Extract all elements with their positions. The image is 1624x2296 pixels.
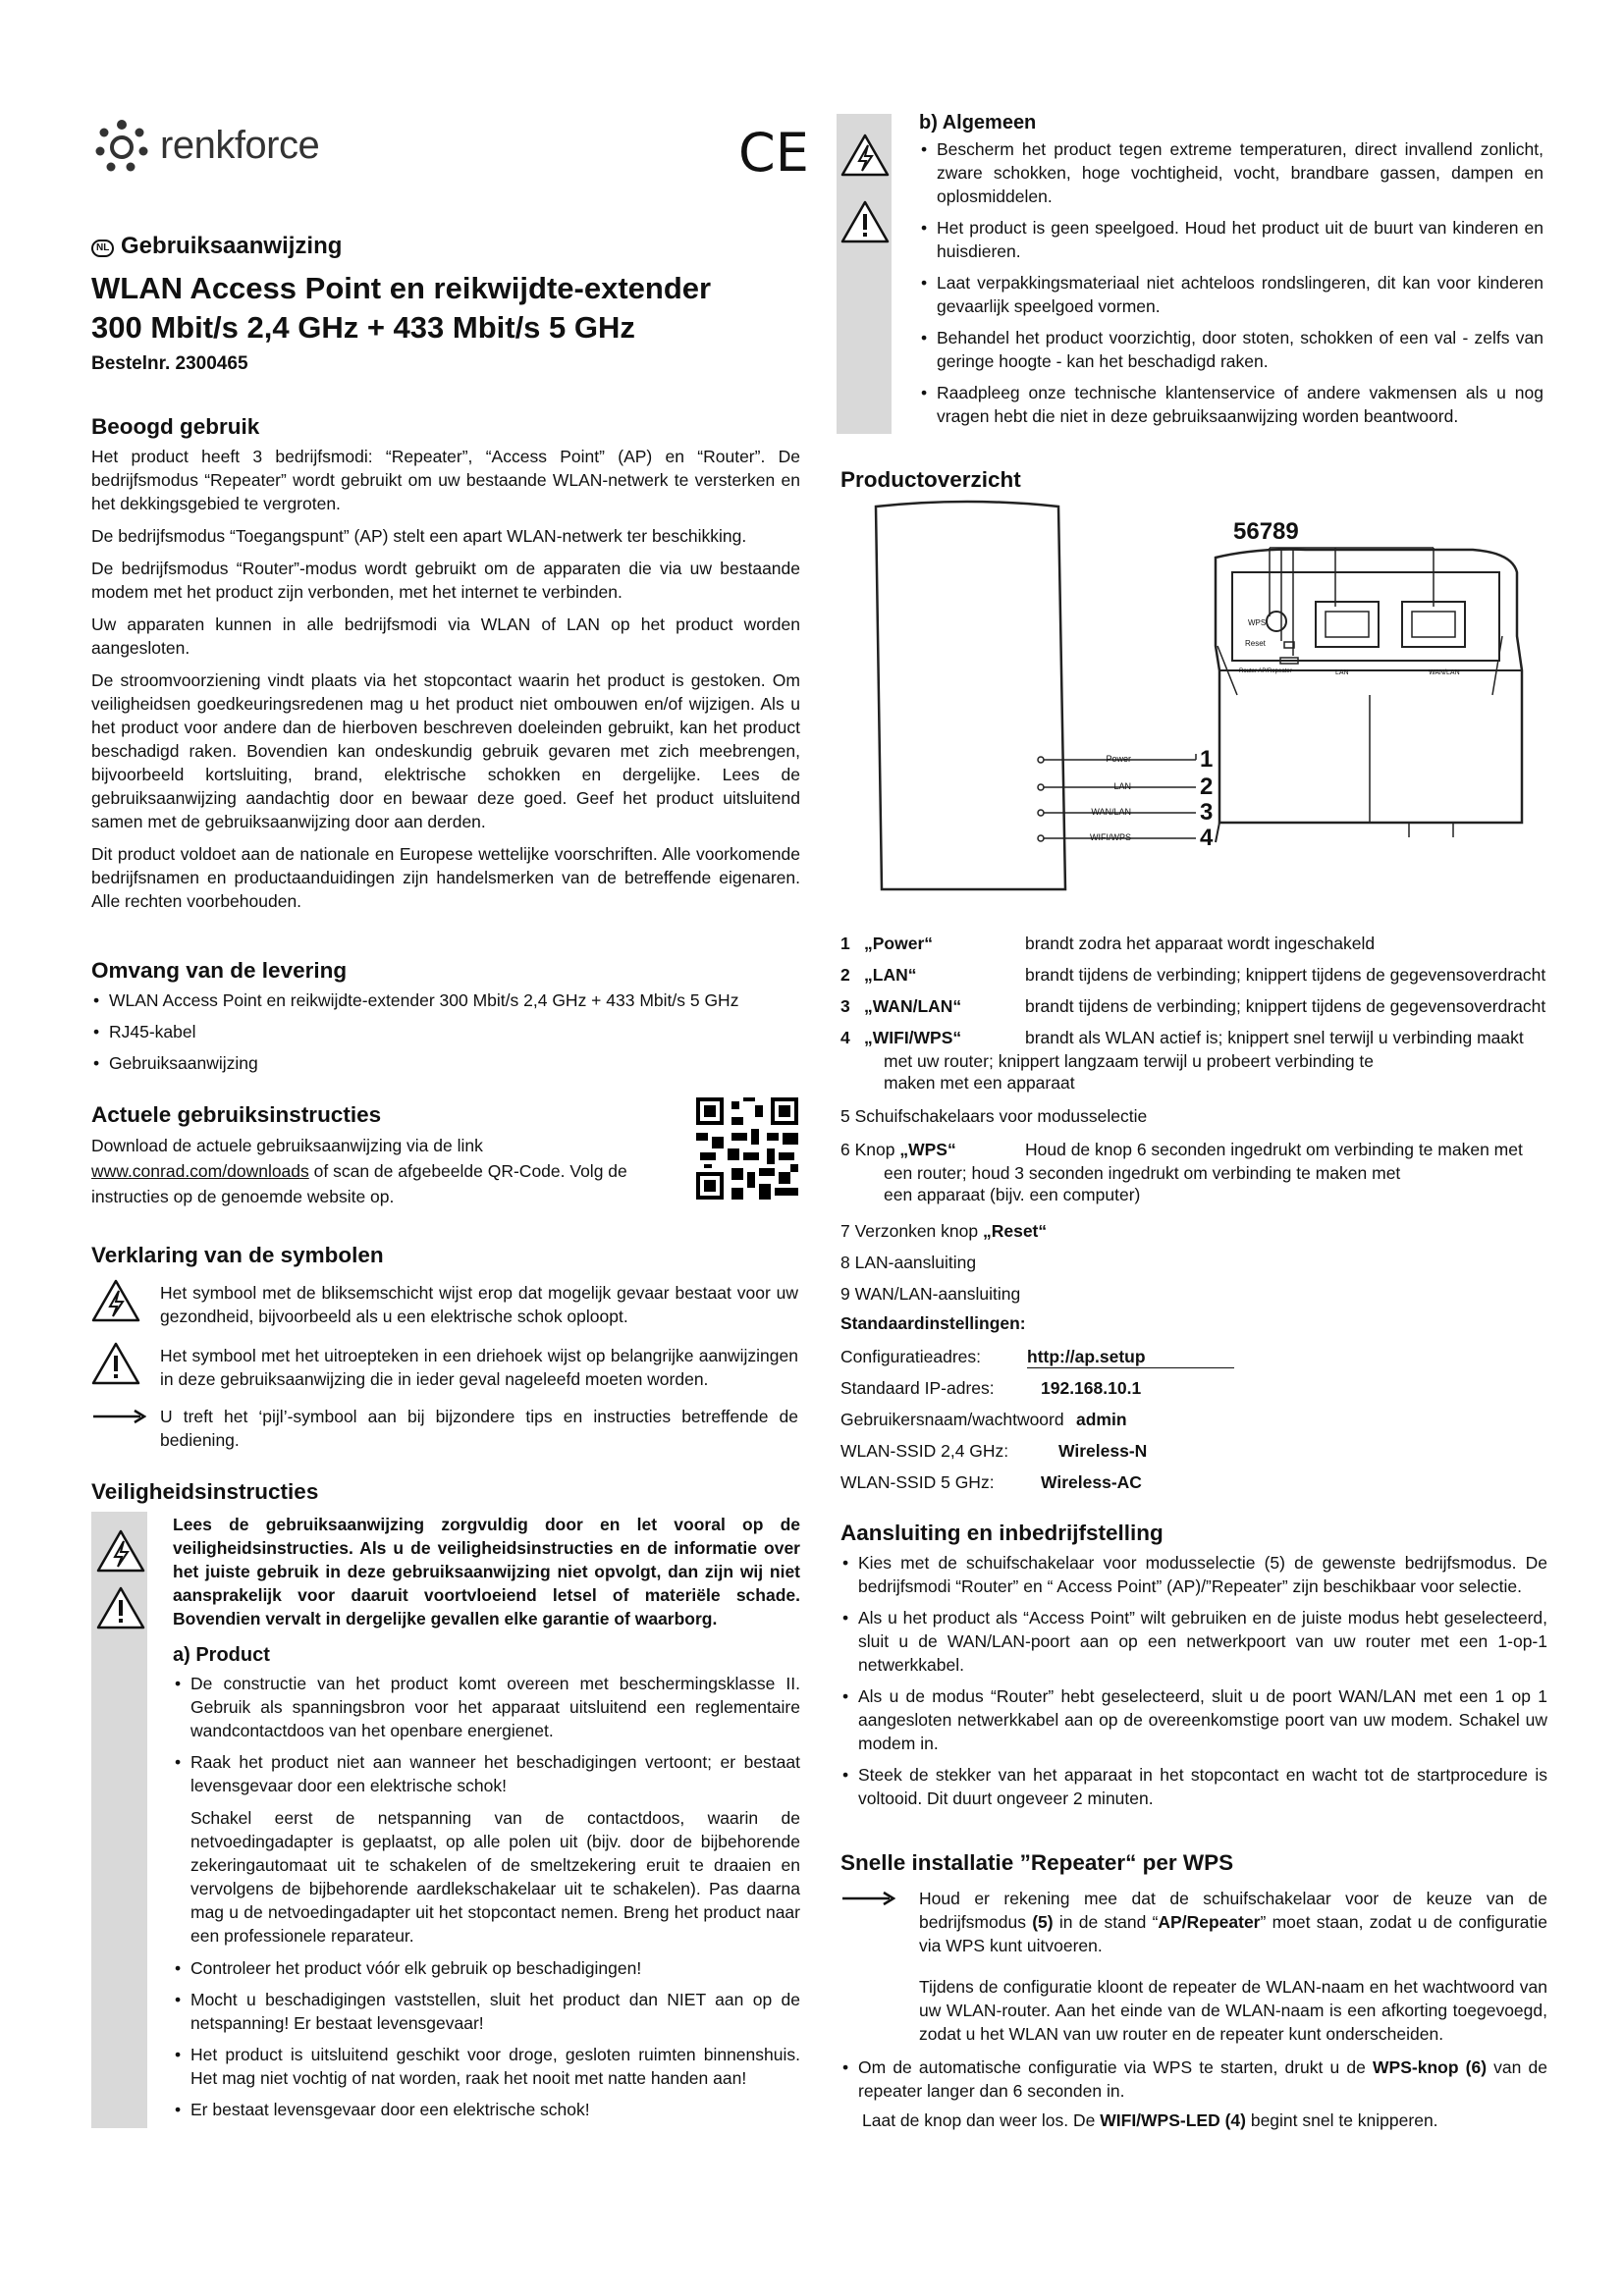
symbol-text: U treft het ‘pijl’-symbool aan bij bijzondere tips en instructies betreffende de bediening.	[160, 1407, 798, 1450]
label-reset: Reset	[1245, 639, 1266, 648]
label-wan-port: WAN/LAN	[1429, 669, 1460, 676]
doc-type: Gebruiksaanwijzing	[121, 233, 343, 259]
callout-number: 2	[1200, 774, 1214, 800]
led-label-wifiwps: WIFI/WPS	[1090, 832, 1131, 842]
brand-logo	[91, 116, 347, 175]
arrow-note: Houd er rekening mee dat de schuifschakelaar voor de keuze van de bedrijfsmodus (5) in de stand “AP/Repeater” moet staan, zodat u de configuratie via WPS kunt uitvoeren.	[919, 1889, 1548, 1955]
std-row: WLAN-SSID 2,4 GHz: Wireless-N	[840, 1441, 1148, 1461]
list-item: • Bescherm het product tegen extreme temperaturen, direct invallend zonlicht, zware schokken, hoge vochtigheid, vocht, brandbare gassen, dampen en oplosmiddelen.	[919, 137, 1543, 208]
list-item: • Als u het product als “Access Point” wilt gebruiken en de juiste modus hebt geselecteerd, sluit u de WAN/LAN-poort aan op een netwerkpoort van uw router met een 1-op-1 netwerkkabel.	[840, 1606, 1547, 1677]
callout-top-numbers: 56789	[1233, 518, 1299, 545]
heading-snelle-installatie: Snelle installatie ”Repeater“ per WPS	[840, 1850, 1234, 1875]
label-wps: WPS	[1248, 618, 1267, 627]
paragraph: Laat de knop dan weer los. De WIFI/WPS-LED (4) begint snel te knipperen.	[862, 2110, 1438, 2130]
subheading-algemeen: b) Algemeen	[919, 112, 1037, 133]
label-switch: Router AP/Repeater	[1239, 668, 1292, 674]
list-item: • Er bestaat levensgevaar door een elektrische schok!	[173, 2098, 800, 2121]
overview-item-cont: met uw router; knippert langzaam terwijl u probeert verbinding te maken met een apparaat	[884, 1051, 1374, 1093]
lightning-warning-icon	[96, 1529, 145, 1573]
heading-aansluiting: Aansluiting en inbedrijfstelling	[840, 1521, 1164, 1545]
list-item: • Kies met de schuifschakelaar voor modusselectie (5) de gewenste bedrijfsmodus. De bedrijfsmodi “Router” en “ Access Point” (AP)/”Repeater” zijn beschikbaar voor selectie.	[840, 1551, 1547, 1598]
list-item: • Het product is geen speelgoed. Houd het product uit de buurt van kinderen en huisdieren.	[919, 216, 1543, 263]
list-item: • Om de automatische configuratie via WPS te starten, drukt u de WPS-knop (6) van de repeater langer dan 6 seconden in.	[840, 2056, 1547, 2103]
led-label-lan: LAN	[1113, 781, 1131, 791]
callout-number: 1	[1200, 746, 1214, 773]
heading-actuele: Actuele gebruiksinstructies	[91, 1102, 382, 1127]
overview-item: 4 „WIFI/WPS“ brandt als WLAN actief is; knippert snel terwijl u verbinding maakt	[840, 1028, 1524, 1047]
paragraph: De bedrijfsmodus “Router”-modus wordt gebruikt om de apparaten die via uw bestaande modem met het product zijn verbonden, met het internet te verbinden.	[91, 559, 800, 602]
std-row: Standaard IP-adres: 192.168.10.1	[840, 1378, 1142, 1398]
safety-intro: Lees de gebruiksaanwijzing zorgvuldig door en let vooral op de veiligheidsinstructies. Als u de veiligheidsinstructies en de informatie over het juiste gebruik in deze gebruiksaanwijzing niet opvolgt, dan zijn wij niet aansprakelijk voor daaruit voortvloeiend letsel of materiële schade. Bovendien vervalt in dergelijke gevallen elke garantie of waarborg.	[173, 1515, 800, 1629]
list-item: • Raadpleeg onze technische klantenservice of andere vakmensen als u nog vragen hebt die niet in deze gebruiksaanwijzing worden beantwoord.	[919, 381, 1543, 428]
actuele-line2: www.conrad.com/downloads of scan de afgebeelde QR-Code. Volg de instructies op de genoemde website op.	[91, 1161, 627, 1206]
overview-item: 8 LAN-aansluiting	[840, 1253, 977, 1272]
callout-number: 4	[1200, 825, 1214, 851]
list-item: • Gebruiksaanwijzing	[91, 1051, 800, 1075]
overview-item: 7 Verzonken knop „Reset“	[840, 1221, 1048, 1241]
device-front	[876, 502, 1065, 889]
lang-tag: NL	[91, 240, 114, 257]
arrow-icon	[93, 1409, 146, 1424]
exclamation-warning-icon	[96, 1586, 145, 1629]
lightning-warning-icon	[840, 133, 890, 177]
config-address[interactable]: http://ap.setup	[1027, 1346, 1234, 1368]
product-figure	[864, 499, 1532, 891]
list-item: • Laat verpakkingsmateriaal niet achteloos rondslingeren, dit kan voor kinderen gevaarlijk speelgoed vormen.	[919, 271, 1543, 318]
label-lan-port: LAN	[1335, 669, 1349, 676]
overview-item-cont: een router; houd 3 seconden ingedrukt om verbinding te maken met een apparaat (bijv. een computer)	[884, 1163, 1401, 1204]
led-label-wanlan: WAN/LAN	[1091, 807, 1131, 817]
paragraph: Schakel eerst de netspanning van de contactdoos, waarin de netvoedingadapter is geplaatst, op alle polen uit (bijv. door de bijbehorende zekeringautomaat uit te schakelen of de smeltzekering eruit te draaien en vervolgens de bijbehorende aardlekschakelaar uit te schakelen). Pas daarna mag u de netvoedingadapter uit het stopcontact nemen. Breng het product naar een professionele reparateur.	[190, 1808, 800, 1946]
overview-item: 3 „WAN/LAN“ brandt tijdens de verbinding; knippert tijdens de gegevensoverdracht	[840, 996, 1546, 1016]
actuele-line1: Download de actuele gebruiksaanwijzing via de link	[91, 1136, 483, 1155]
std-heading: Standaardinstellingen:	[840, 1313, 1026, 1333]
ce-mark: CE	[738, 122, 809, 184]
list-item: • Raak het product niet aan wanneer het beschadigingen vertoont; er bestaat levensgevaar door een elektrische schok!	[173, 1750, 800, 1797]
std-row: WLAN-SSID 5 GHz: Wireless-AC	[840, 1472, 1142, 1492]
page-title-2: 300 Mbit/s 2,4 GHz + 433 Mbit/s 5 GHz	[91, 310, 635, 345]
list-item: • Steek de stekker van het apparaat in het stopcontact en wacht tot de startprocedure is voltooid. Dit duurt ongeveer 2 minuten.	[840, 1763, 1547, 1810]
overview-item: 5 Schuifschakelaars voor modusselectie	[840, 1106, 1148, 1126]
exclamation-warning-icon	[91, 1342, 140, 1385]
download-link[interactable]: www.conrad.com/downloads	[91, 1161, 309, 1181]
overview-item: 9 WAN/LAN-aansluiting	[840, 1284, 1021, 1304]
overview-item: 2 „LAN“ brandt tijdens de verbinding; knippert tijdens de gegevensoverdracht	[840, 965, 1546, 985]
symbol-text: Het symbool met de bliksemschicht wijst erop dat mogelijk gevaar bestaat voor uw gezondheid, bijvoorbeeld als u een elektrische schok oploopt.	[160, 1283, 798, 1326]
paragraph: De bedrijfsmodus “Toegangspunt” (AP) stelt een apart WLAN-netwerk ter beschikking.	[91, 526, 747, 546]
heading-symbolen: Verklaring van de symbolen	[91, 1243, 384, 1267]
exclamation-warning-icon	[840, 200, 890, 243]
list-item: • Behandel het product voorzichtig, door stoten, schokken of een val - zelfs van geringe hoogte - kan het beschadigd raken.	[919, 326, 1543, 373]
list-item: • De constructie van het product komt overeen met beschermingsklasse II. Gebruik als spanningsbron voor het apparaat uitsluitend een reglementaire wandcontactdoos van het openbare energienet.	[173, 1672, 800, 1742]
std-row: Configuratieadres: http://ap.setup	[840, 1346, 1547, 1367]
heading-veiligheid: Veiligheidsinstructies	[91, 1479, 319, 1504]
page-title-1: WLAN Access Point en reikwijdte-extender	[91, 271, 712, 305]
list-item: • WLAN Access Point en reikwijdte-extender 300 Mbit/s 2,4 GHz + 433 Mbit/s 5 GHz	[91, 988, 800, 1012]
std-row: Gebruikersnaam/wachtwoord admin	[840, 1410, 1127, 1429]
callout-number: 3	[1200, 799, 1214, 826]
overview-item: 1 „Power“ brandt zodra het apparaat wordt ingeschakeld	[840, 934, 1376, 953]
paragraph: Tijdens de configuratie kloont de repeater de WLAN-naam en het wachtwoord van uw WLAN-router. Aan het einde van de WLAN-naam is een afkorting toegevoegd, zodat u het WLAN van uw router en de repeater kunt onderscheiden.	[919, 1977, 1547, 2044]
list-item: • Mocht u beschadigingen vaststellen, sluit het product dan NIET aan op de netspanning! Er bestaat levensgevaar!	[173, 1988, 800, 2035]
led-label-power: Power	[1106, 754, 1131, 764]
paragraph: De stroomvoorziening vindt plaats via het stopcontact waarin het product is gestoken. Om veiligheidsen goedkeuringsredenen mag u het product niet ombouwen en/of wijzigen. Als u het product voor andere dan de hierboven beschreven doeleinden gebruikt, kan het product beschadigd raken. Bovendien kan ondeskundig gebruik gevaren met zich meebrengen, bijvoorbeeld kortsluiting, brand, elektrische schokken en dergelijke. Lees de gebruiksaanwijzing aandachtig door en bewaar deze goed. Geef het product uitsluitend samen met de gebruiksaanwijzing door aan derden.	[91, 670, 800, 831]
list-item: • Controleer het product vóór elk gebruik op beschadigingen!	[173, 1956, 800, 1980]
paragraph: Uw apparaten kunnen in alle bedrijfsmodi via WLAN of LAN op het product worden aangesloten.	[91, 614, 800, 658]
order-number: Bestelnr. 2300465	[91, 353, 248, 374]
list-item: • Het product is uitsluitend geschikt voor droge, gesloten ruimten binnenshuis. Het mag niet vochtig of nat worden, raak het nooit met natte handen aan!	[173, 2043, 800, 2090]
paragraph: Het product heeft 3 bedrijfsmodi: “Repeater”, “Access Point” (AP) en “Router”. De bedrijfsmodus “Repeater” wordt gebruikt om uw bestaande WLAN-netwerk te versterken en het dekkingsgebied te vergroten.	[91, 447, 800, 513]
heading-omvang: Omvang van de levering	[91, 958, 348, 983]
heading-productoverzicht: Productoverzicht	[840, 467, 1021, 492]
qr-code-icon[interactable]	[696, 1097, 798, 1200]
list-item: • Als u de modus “Router” hebt geselecteerd, sluit u de poort WAN/LAN met een 1 op 1 aangesloten netwerkkabel aan op de overeenkomstige poort van uw modem. Schakel uw modem in.	[840, 1684, 1547, 1755]
paragraph: Dit product voldoet aan de nationale en Europese wettelijke voorschriften. Alle voorkomende bedrijfsnamen en productaanduidingen zijn handelsmerken van de betreffende eigenaren. Alle rechten voorbehouden.	[91, 844, 800, 911]
doc-type-line	[91, 232, 800, 261]
heading-beoogd-gebruik: Beoogd gebruik	[91, 414, 260, 439]
arrow-icon	[842, 1891, 895, 1906]
subheading-product: a) Product	[173, 1644, 270, 1666]
list-item: • RJ45-kabel	[91, 1020, 800, 1043]
brand-name: renkforce	[160, 124, 320, 167]
overview-item: 6 Knop „WPS“ Houd de knop 6 seconden ingedrukt om verbinding te maken met	[840, 1140, 1523, 1159]
renkforce-logo-icon	[91, 116, 152, 177]
symbol-text: Het symbool met het uitroepteken in een driehoek wijst op belangrijke aanwijzingen in deze gebruiksaanwijzing die in ieder geval nageleefd moeten worden.	[160, 1346, 798, 1389]
lightning-warning-icon	[91, 1279, 140, 1322]
